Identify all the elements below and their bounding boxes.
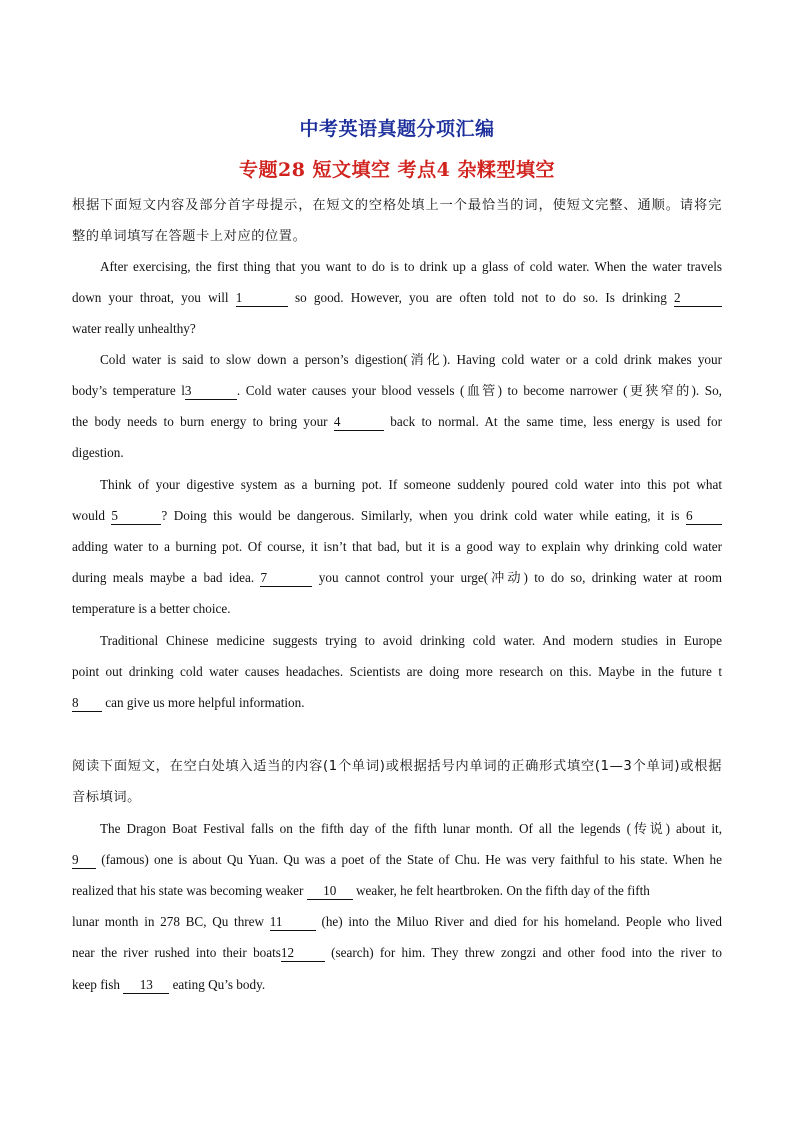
section1-instruction-line1: 根据下面短文内容及部分首字母提示，在短文的空格处填上一个最恰当的词，使短文完整、通顺。请将完 <box>72 198 722 213</box>
passage-line: temperature is a better choice. <box>72 601 231 616</box>
passage-line: near the river rushed into their boats12 (search) for him. They threw zongzi and other food into the river to <box>72 945 722 960</box>
blank-12[interactable]: 12 <box>281 945 325 962</box>
passage-line: would 5 ? Doing this would be dangerous. Similarly, when you drink cold water while eating, it is 6 <box>72 506 722 526</box>
passage-line: the body needs to burn energy to bring your 4 back to normal. At the same time, less energy is used for <box>72 414 722 429</box>
blank-11[interactable]: 11 <box>270 914 316 931</box>
page-title: 中考英语真题分项汇编 <box>299 118 495 140</box>
blank-3[interactable]: 3 <box>185 383 237 400</box>
passage-line: lunar month in 278 BC, Qu threw 11 (he) into the Miluo River and died for his homeland. People who lived <box>72 914 722 929</box>
passage-line: Cold water is said to slow down a person’s digestion(消化). Having cold water or a cold drink makes your <box>100 352 722 367</box>
blank-8[interactable]: 8 <box>72 695 102 712</box>
blank-10[interactable]: 10 <box>307 883 353 900</box>
section2-instruction-line1: 阅读下面短文，在空白处填入适当的内容(1个单词)或根据括号内单词的正确形式填空(1—3个单词)或根据 <box>72 759 722 774</box>
section1-instruction-line2: 整的单词填写在答题卡上对应的位置。 <box>72 229 307 244</box>
page-subtitle: 专题28 短文填空 考点4 杂糅型填空 <box>238 159 555 181</box>
passage-line: body’s temperature l3 . Cold water causes your blood vessels (血管) to become narrower (更狭窄的). So, <box>72 383 722 398</box>
passage-line: realized that his state was becoming weaker 10 weaker, he felt heartbroken. On the fifth day of the fifth <box>72 883 650 898</box>
blank-2[interactable]: 2 <box>674 290 722 307</box>
blank-6[interactable]: 6 <box>686 508 722 525</box>
passage-line: The Dragon Boat Festival falls on the fifth day of the fifth lunar month. Of all the legends (传说) about it, <box>100 821 722 836</box>
section2-instruction-line2: 音标填词。 <box>72 790 141 805</box>
blank-4[interactable]: 4 <box>334 414 384 431</box>
blank-5[interactable]: 5 <box>111 508 161 525</box>
blank-7[interactable]: 7 <box>260 570 312 587</box>
passage-line: water really unhealthy? <box>72 321 196 336</box>
blank-1[interactable]: 1 <box>236 290 288 307</box>
passage-line: Traditional Chinese medicine suggests trying to avoid drinking cold water. And modern studies in Europe <box>100 633 722 648</box>
passage-line: 8 can give us more helpful information. <box>72 695 305 710</box>
passage-line: Think of your digestive system as a burning pot. If someone suddenly poured cold water into this pot what <box>100 477 722 492</box>
passage-line: point out drinking cold water causes headaches. Scientists are doing more research on this. Maybe in the future t <box>72 664 722 679</box>
passage-line: After exercising, the first thing that you want to do is to drink up a glass of cold water. When the water travels <box>100 259 722 274</box>
passage-line: 9 (famous) one is about Qu Yuan. Qu was a poet of the State of Chu. He was very faithful to his state. When he <box>72 852 722 867</box>
blank-13[interactable]: 13 <box>123 977 169 994</box>
passage-line: down your throat, you will 1 so good. However, you are often told not to do so. Is drinking 2 <box>72 288 722 308</box>
passage-line: during meals maybe a bad idea. 7 you cannot control your urge(冲动) to do so, drinking water at room <box>72 570 722 585</box>
passage-line: keep fish 13 eating Qu’s body. <box>72 977 266 992</box>
passage-line: adding water to a burning pot. Of course, it isn’t that bad, but it is a good way to explain why drinking cold water <box>72 539 722 554</box>
passage-line: digestion. <box>72 445 124 460</box>
blank-9[interactable]: 9 <box>72 852 96 869</box>
